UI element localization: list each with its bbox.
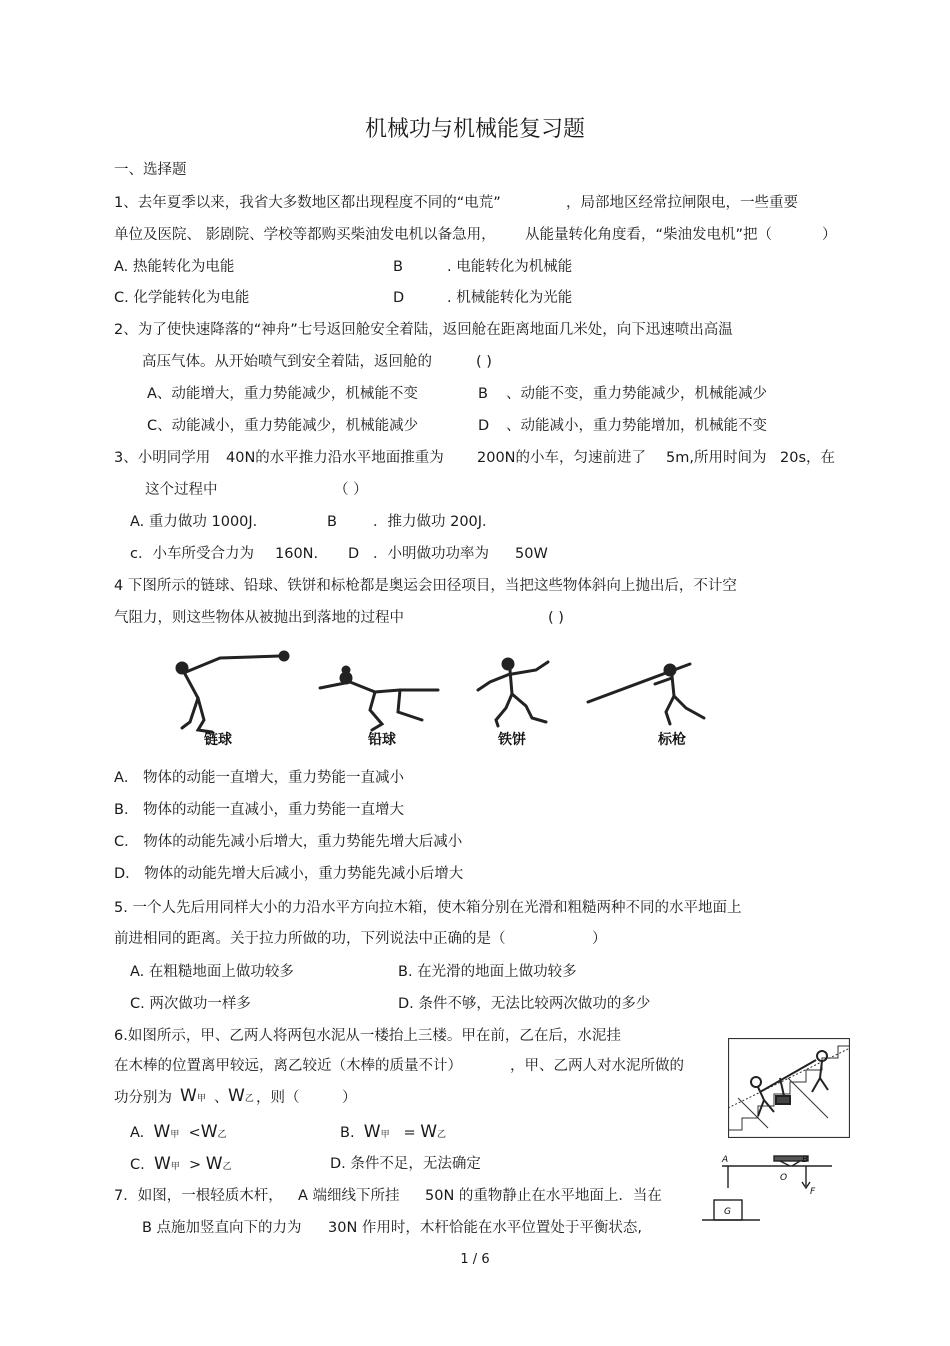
- q6-text: ，则（: [256, 1090, 300, 1106]
- q5-option-c: C. 两次做功一样多: [130, 996, 251, 1012]
- q1-text: 1、去年夏季以来，我省大多数地区都出现程度不同的“电荒”: [114, 195, 501, 211]
- q1-option-d: . 机械能转化为光能: [447, 290, 573, 306]
- lever-figure: [700, 1148, 840, 1228]
- q2-text: ( ): [476, 354, 492, 370]
- q4-text: 4 下图所示的链球、铅球、铁饼和标枪都是奥运会田径项目，当把这些物体斜向上抛出后，不计空: [114, 578, 737, 594]
- q2-option-b-letter: B: [478, 386, 488, 402]
- lever-label-g: G: [724, 1207, 731, 1217]
- q1-option-b: . 电能转化为机械能: [447, 259, 573, 275]
- q6-text: 在木棒的位置离甲较远，离乙较近（木棒的质量不计）: [114, 1058, 462, 1074]
- q2-option-b: 、动能不变，重力势能减少，机械能减少: [506, 386, 767, 402]
- section-heading: 一、选择题: [114, 162, 187, 178]
- q7-text: B 点施加竖直向下的力为: [142, 1220, 302, 1236]
- q1-text: 从能量转化角度看，“柴油发电机”把（: [525, 227, 773, 243]
- q3-text: 200N的小车，匀速前进了: [477, 450, 647, 466]
- q3-text: （ ）: [334, 482, 368, 498]
- stairs-carrying-figure: [728, 1038, 850, 1138]
- q5-text: 前进相同的距离。关于拉力所做的功，下列说法中正确的是（: [114, 931, 506, 947]
- q3-option-a: A. 重力做功 1000J．: [130, 514, 268, 530]
- q5-text: ）: [592, 931, 607, 947]
- q2-option-a: A、动能增大，重力势能减少，机械能不变: [147, 386, 418, 402]
- q5-option-a: A. 在粗糙地面上做功较多: [130, 964, 294, 980]
- javelin-thrower-icon: [588, 664, 704, 724]
- q2-option-d-letter: D: [478, 418, 490, 434]
- q7-text: 7．如图，一根轻质木杆，: [114, 1188, 283, 1204]
- shot-putter-icon: [320, 667, 438, 730]
- page-title: 机械功与机械能复习题: [364, 117, 585, 142]
- q2-option-c: C、动能减小，重力势能减少，机械能减少: [147, 418, 419, 434]
- lever-label-o: O: [780, 1173, 788, 1183]
- q2-option-d: 、动能减小，重力势能增加，机械能不变: [506, 418, 767, 434]
- q4-option-d: D． 物体的动能先增大后减小，重力势能先减小后增大: [114, 866, 464, 882]
- figure-caption: 铁饼: [498, 732, 526, 748]
- q4-option-b: B． 物体的动能一直减小，重力势能一直增大: [114, 802, 405, 818]
- q6-work-jia: W甲: [180, 1086, 206, 1106]
- q4-text: ( ): [548, 610, 564, 626]
- q1-option-d-letter: D: [393, 290, 405, 306]
- q7-text: 50N 的重物静止在水平地面上．当在: [425, 1188, 662, 1204]
- q6-work-yi: W乙: [228, 1086, 254, 1106]
- q6-option-b: B. W甲 = W乙: [340, 1122, 447, 1142]
- q1-option-a: A. 热能转化为电能: [114, 259, 235, 275]
- q4-option-c: C． 物体的动能先减小后增大，重力势能先增大后减小: [114, 834, 463, 850]
- q3-option-d-value: 50W: [515, 546, 548, 562]
- figure-caption: 标枪: [658, 732, 686, 748]
- discus-thrower-icon: [478, 659, 548, 726]
- q5-text: 5. 一个人先后用同样大小的力沿水平方向拉木箱，使木箱分别在光滑和粗糙两种不同的水平地面上: [114, 900, 742, 916]
- q3-option-d: ．小明做功功率为: [373, 546, 489, 562]
- page-number: 1 / 6: [460, 1252, 490, 1267]
- q7-text: 30N 作用时，木杆恰能在水平位置处于平衡状态,: [328, 1220, 643, 1236]
- q6-option-d: D. 条件不足，无法确定: [330, 1156, 481, 1172]
- q2-text: 高压气体。从开始喷气到安全着陆，返回舱的: [142, 354, 432, 370]
- lever-label-a: A: [722, 1155, 729, 1165]
- q1-text: ）: [822, 227, 837, 243]
- q1-option-b-letter: B: [393, 259, 403, 275]
- figure-caption: 链球: [204, 732, 232, 748]
- q1-text: 单位及医院、 影剧院、学校等都购买柴油发电机以备急用，: [114, 227, 496, 243]
- q6-option-a: A. W甲 <W乙: [130, 1122, 227, 1142]
- q6-text: 、: [214, 1090, 229, 1106]
- q1-option-c: C. 化学能转化为电能: [114, 290, 250, 306]
- q3-text: 40N的水平推力沿水平地面推重为: [226, 450, 444, 466]
- q3-option-b-letter: B: [327, 514, 337, 530]
- q3-text: 这个过程中: [145, 482, 218, 498]
- q6-text: ，甲、乙两人对水泥所做的: [510, 1058, 684, 1074]
- lever-label-f: F: [810, 1187, 816, 1197]
- q5-option-b: B. 在光滑的地面上做功较多: [398, 964, 577, 980]
- q6-text: ）: [342, 1090, 357, 1106]
- q3-text: 3、小明同学用: [114, 450, 211, 466]
- hammer-thrower-icon: [177, 652, 288, 732]
- q3-text: 5m,所用时间为: [666, 450, 767, 466]
- q3-option-c: c．小车所受合力为: [130, 546, 254, 562]
- q3-option-c-value: 160N.: [275, 546, 319, 562]
- athletics-figure: [160, 650, 725, 750]
- q3-option-b: ．推力做功 200J．: [373, 514, 497, 530]
- q4-text: 气阻力，则这些物体从被抛出到落地的过程中: [114, 610, 404, 626]
- figure-caption: 铅球: [368, 732, 396, 748]
- lever-label-b: B: [802, 1155, 809, 1165]
- q6-option-c: C. W甲 > W乙: [130, 1154, 232, 1174]
- q1-text: ，局部地区经常拉闸限电，一些重要: [566, 195, 798, 211]
- q6-text: 6.如图所示，甲、乙两人将两包水泥从一楼抬上三楼。甲在前，乙在后，水泥挂: [114, 1028, 621, 1044]
- q7-text: A 端细线下所挂: [298, 1188, 400, 1204]
- q4-option-a: A． 物体的动能一直增大，重力势能一直减小: [114, 770, 405, 786]
- q5-option-d: D. 条件不够，无法比较两次做功的多少: [398, 996, 651, 1012]
- q6-text: 功分别为: [114, 1090, 172, 1106]
- q2-text: 2、为了使快速降落的“神舟”七号返回舱安全着陆，返回舱在距离地面几米处，向下迅速喷出高温: [114, 322, 733, 338]
- q3-text: 20s，在: [780, 450, 836, 466]
- q3-option-d-letter: D: [348, 546, 360, 562]
